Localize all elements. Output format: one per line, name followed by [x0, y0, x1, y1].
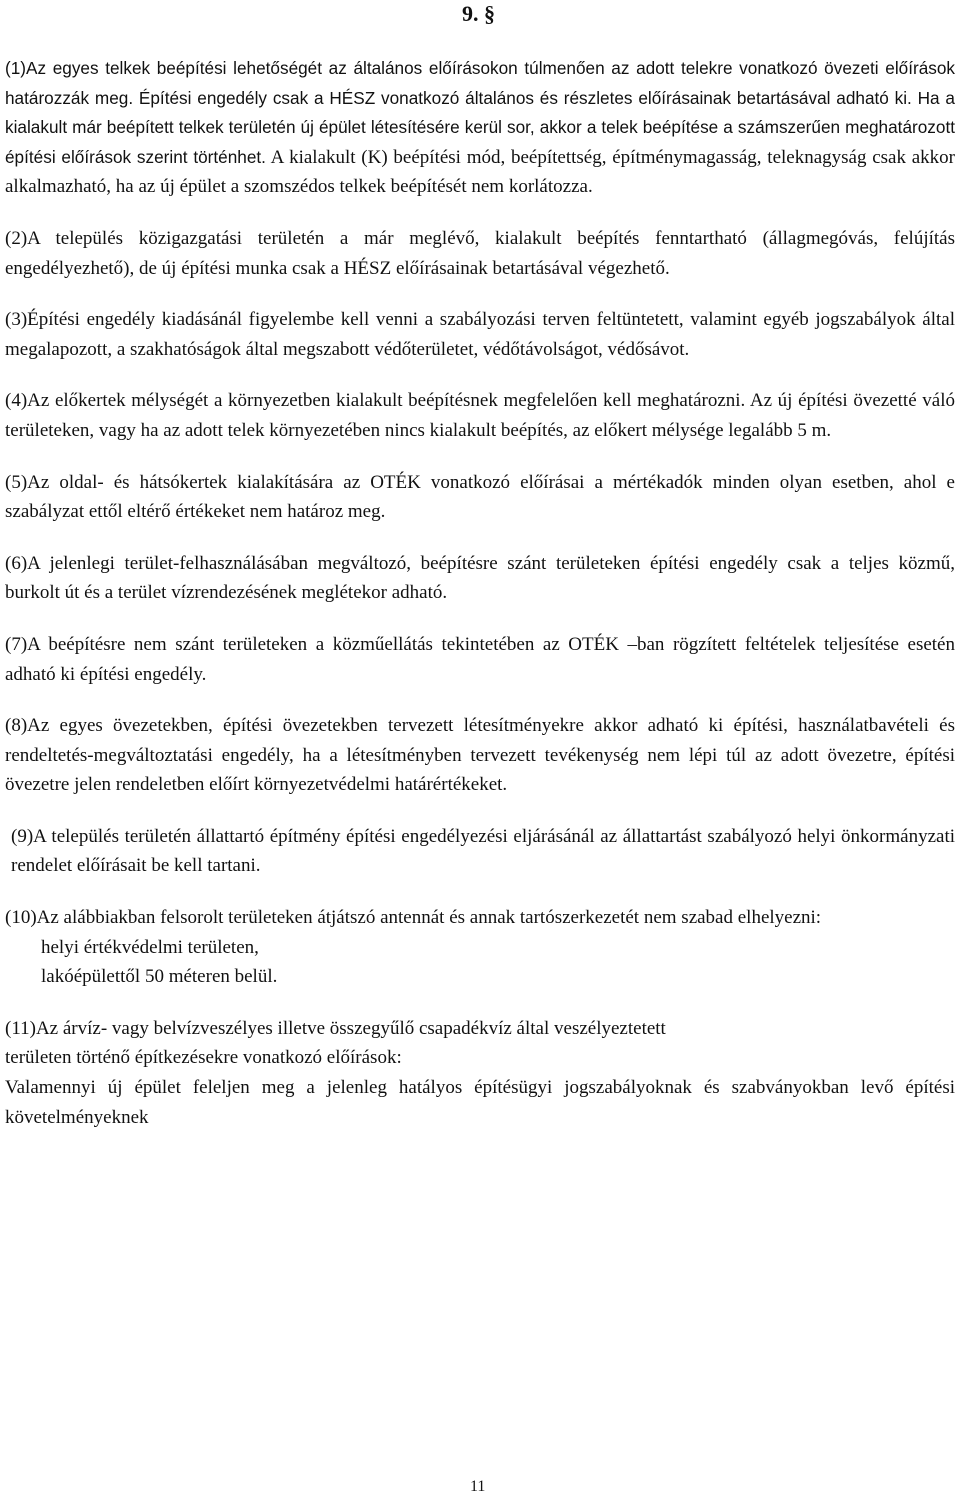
- paragraph-11: [5, 1014, 955, 1132]
- paragraph-2: (2)A település közigazgatási területén a már meglévő, kialakult beépítés fenntartható (állagmegóvás, felújítás engedélyezhető), de új építési munka csak a HÉSZ előírásainak betartásával végezhető.: [5, 227, 955, 279]
- paragraph-1-part-b: A kialakult (K) beépítési mód, beépítettség, építménymagasság, teleknagyság csak akkor alkalmazható, ha az új épület a szomszédos telkek beépítését nem korlátozza.: [5, 146, 955, 198]
- document-body: [5, 54, 955, 1132]
- paragraph-1-part-a: (1)Az egyes telkek beépítési lehetőségét az általános előírásokon túlmenően az adott telekre vonatkozó övezeti előírások határozzák meg. Építési engedély csak a HÉSZ vonatkozó általános és részletes előírásainak betartásával adható ki. Ha a kialakult már beépített telkek területén új épület létesítésére kerül sor, akkor a telek beépítése a számszerűen meghatározott építési előírások szerint történhet.: [5, 58, 955, 167]
- paragraph-11-body: Valamennyi új épület feleljen meg a jelenleg hatályos építésügyi jogszabályoknak és szabványokban levő építési követelményeknek: [5, 1077, 955, 1128]
- paragraph-11-line-2: területen történő építkezésekre vonatkozó előírások:: [5, 1047, 402, 1069]
- list-item: helyi értékvédelmi területen,: [41, 936, 259, 958]
- paragraph-8: (8)Az egyes övezetekben, építési övezetekben tervezett létesítményekre akkor adható ki építési, használatbavételi és rendeltetés-megváltoztatási engedély, ha a létesítményben tervezett tevékenység nem lépi túl az adott övezetre, építési övezetre jelen rendeletben előírt környezetvédelmi határértékeket.: [5, 715, 955, 796]
- paragraph-4: (4)Az előkertek mélységét a környezetben kialakult beépítésnek megfelelően kell meghatározni. Az új építési övezetté váló területeken, vagy ha az adott telek környezetében nincs kialakult beépítés, az előkert mélysége legalább 5 m.: [5, 390, 955, 441]
- page-heading: 9. §: [462, 1, 495, 26]
- list-item: lakóépülettől 50 méteren belül.: [41, 966, 278, 988]
- paragraph-3: (3)Építési engedély kiadásánál figyelembe kell venni a szabályozási terven feltüntetett, valamint egyéb jogszabályok által megalapozott, a szakhatóságok által megszabott védőterületet, védőtávolságot, védősávot.: [5, 309, 955, 360]
- paragraph-11-line-1: (11)Az árvíz- vagy belvízveszélyes illetve összegyűlő csapadékvíz által veszélyeztetett: [5, 1017, 666, 1039]
- paragraph-1: [5, 54, 955, 202]
- paragraph-7: (7)A beépítésre nem szánt területeken a közműellátás tekintetében az OTÉK –ban rögzített feltételek teljesítése esetén adható ki építési engedély.: [5, 633, 955, 685]
- paragraph-6: (6)A jelenlegi terület-felhasználásában megváltozó, beépítésre szánt területeken építési engedély csak a teljes közmű, burkolt út és a terület vízrendezésének meglétekor adható.: [5, 552, 955, 604]
- paragraph-9: (9)A település területén állattartó építmény építési engedélyezési eljárásánál az állattartást szabályozó helyi önkormányzati rendelet előírásait be kell tartani.: [11, 825, 955, 877]
- paragraph-5: (5)Az oldal- és hátsókertek kialakítására az OTÉK vonatkozó előírásai a mértékadók minden olyan esetben, ahol e szabályzat ettől eltérő értékeket nem határoz meg.: [5, 471, 955, 523]
- paragraph-10: [5, 903, 955, 992]
- paragraph-10-list: [5, 933, 955, 992]
- paragraph-10-intro: (10)Az alábbiakban felsorolt területeken átjátszó antennát és annak tartószerkezetét nem szabad elhelyezni:: [5, 907, 822, 929]
- page-number: 11: [470, 1478, 486, 1495]
